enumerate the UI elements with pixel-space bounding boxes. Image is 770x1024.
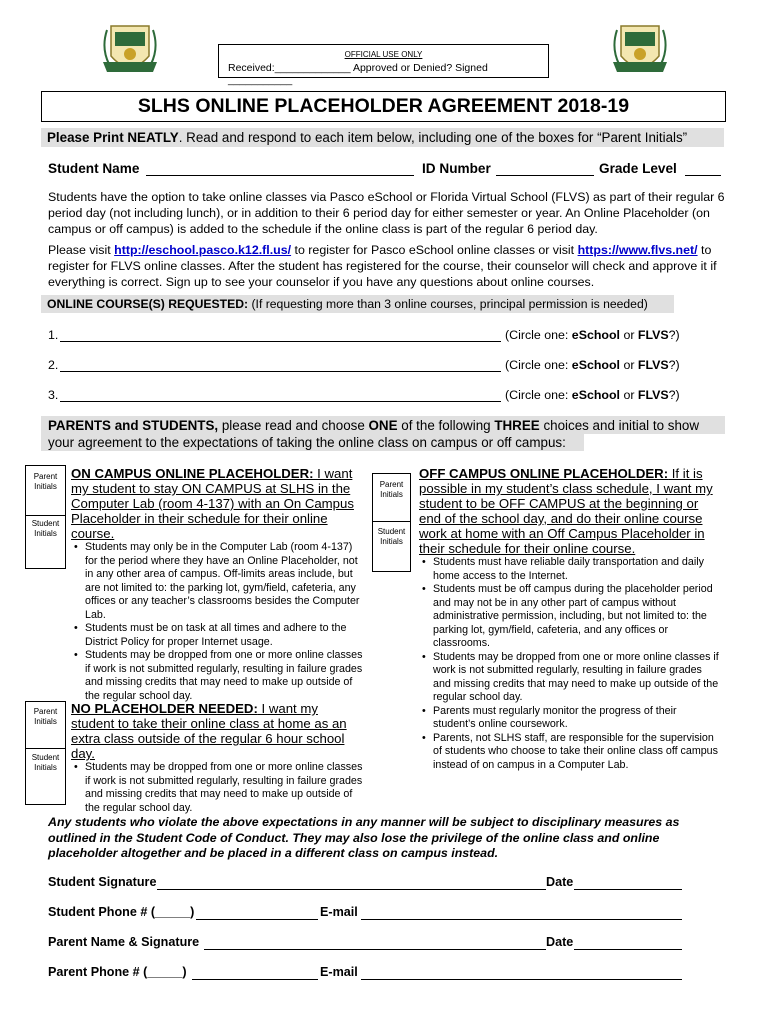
official-use-label: OFFICIAL USE ONLY	[344, 50, 423, 59]
parent-date-field[interactable]	[574, 949, 682, 950]
list-item: • Students may be dropped from one or more online classes if work is not submitted regularly, resulting in failure grades and missing credits that may need to make up outside of the regular school day.	[419, 651, 719, 705]
list-item: • Students must be off campus during the placeholder period and may not be in any other part of campus without administrative permission, including, but not limited to: the parking lot, gym/field, cafeteria, and any offices or classrooms.	[419, 583, 719, 651]
on-campus-bullets	[71, 541, 366, 703]
circle-or: or	[620, 358, 638, 372]
off-campus-initials-box[interactable]	[372, 473, 411, 572]
student-initials-label: Student Initials	[31, 753, 60, 772]
grade-level-label: Grade Level	[599, 161, 677, 176]
id-number-label: ID Number	[422, 161, 491, 176]
visit-prefix: Please visit	[48, 243, 115, 257]
circle-or: or	[620, 388, 638, 402]
option-eschool[interactable]: eSchool	[571, 358, 620, 372]
student-email-label: E-mail	[320, 905, 358, 919]
choice-intro	[48, 417, 724, 451]
circle-prefix: (Circle one:	[505, 388, 572, 402]
parent-phone-label: Parent Phone # (_____)	[48, 965, 187, 979]
student-phone-label: Student Phone # (_____)	[48, 905, 195, 919]
instructions-band	[41, 128, 724, 147]
list-item: • Students may be dropped from one or more online classes if work is not submitted regularly, resulting in failure grades and missing credits that may need to make up outside of the regular school day.	[71, 761, 363, 815]
course-3-circle	[505, 387, 680, 403]
option-flvs[interactable]: FLVS	[637, 328, 669, 342]
circle-or: or	[620, 328, 638, 342]
circle-suffix: ?)	[668, 328, 680, 342]
page-title: SLHS ONLINE PLACEHOLDER AGREEMENT 2018-19	[137, 95, 630, 117]
course-1-number: 1.	[48, 328, 59, 342]
student-initials-label: Student Initials	[377, 527, 406, 546]
visit-suffix: to register for FLVS online classes. After the student has registered for the course, their counselor will check and approve it if everything is correct. Sign up to see your counselor if you have any questions about online courses.	[48, 243, 717, 289]
eschool-link[interactable]: http://eschool.pasco.k12.fl.us/	[114, 243, 292, 257]
course-3-number: 3.	[48, 388, 59, 402]
off-campus-title: OFF CAMPUS ONLINE PLACEHOLDER:	[419, 466, 669, 481]
no-placeholder-bullets	[71, 761, 363, 815]
student-signature-label: Student Signature	[48, 875, 157, 889]
visit-paragraph	[48, 242, 724, 290]
list-item: • Students may only be in the Computer Lab (room 4-137) for the period where they have an Online Placeholder, not in any other area of campus. Off-limits areas include, but are not limited to: the parking lot, gym/field, cafeteria, any offices or any teacher’s classrooms besides the Computer Lab.	[71, 541, 366, 622]
courses-heading-text: (If requesting more than 3 online courses, principal permission is needed)	[248, 297, 648, 311]
off-campus-desc: If it is possible in my student’s class schedule, I want my student to be OFF CAMPUS at the beginning or end of the school day, and do their online course work at home with an Off Campus Placeholder in their schedule for their online course.	[419, 466, 713, 556]
option-eschool[interactable]: eSchool	[571, 328, 620, 342]
no-placeholder-initials-box[interactable]	[25, 701, 66, 805]
student-email-field[interactable]	[361, 919, 682, 920]
grade-level-field[interactable]	[685, 175, 721, 176]
on-campus-option	[71, 466, 366, 703]
list-item: • Students may be dropped from one or more online classes if work is not submitted regularly, resulting in failure grades and missing credits that may need to make up outside of the regular school day.	[71, 649, 366, 703]
student-signature-field[interactable]	[157, 889, 546, 890]
off-campus-heading	[419, 466, 719, 556]
on-campus-title: ON CAMPUS ONLINE PLACEHOLDER:	[71, 466, 314, 481]
page-title-box	[41, 91, 726, 122]
course-2-field[interactable]	[60, 371, 501, 372]
parent-date-label: Date	[546, 935, 574, 949]
on-campus-desc: I want my student to stay ON CAMPUS at SLHS in the Computer Lab (room 4-137) with an On Campus Placeholder in their schedule for their online course.	[71, 466, 354, 541]
option-eschool[interactable]: eSchool	[571, 388, 620, 402]
instructions-bold: Please Print NEATLY	[47, 130, 179, 145]
received-line[interactable]: Received:_____________ Approved or Denied? Signed ___________	[228, 62, 488, 86]
intro-paragraph: Students have the option to take online classes via Pasco eSchool or Florida Virtual School (FLVS) as part of their regular 6 period day (not including lunch), or in addition to their 6 period day for either semester or year. An Online Placeholder (on campus or off campus) is added to the schedule if the online class is part of the regular 6 period day.	[48, 190, 725, 236]
parent-name-field[interactable]	[204, 949, 546, 950]
parent-name-label: Parent Name & Signature	[48, 935, 200, 949]
id-number-field[interactable]	[496, 175, 594, 176]
option-flvs[interactable]: FLVS	[637, 388, 669, 402]
on-campus-heading	[71, 466, 366, 541]
student-date-field[interactable]	[574, 889, 682, 890]
instructions-text: . Read and respond to each item below, including one of the boxes for “Parent Initials”	[178, 130, 688, 145]
parent-email-field[interactable]	[361, 979, 682, 980]
circle-prefix: (Circle one:	[505, 358, 572, 372]
school-crest-icon	[101, 22, 159, 82]
choice-b3: THREE	[494, 418, 540, 433]
list-item: • Parents, not SLHS staff, are responsible for the supervision of students who choose to take their online class off campus instead of on campus in a Computer Lab.	[419, 732, 719, 773]
parent-initials-label: Parent Initials	[379, 480, 404, 499]
course-2-number: 2.	[48, 358, 59, 372]
course-1-field[interactable]	[60, 341, 501, 342]
parent-initials-label: Parent Initials	[33, 472, 58, 491]
student-date-label: Date	[546, 875, 574, 889]
initials-divider	[373, 521, 410, 522]
off-campus-bullets	[419, 556, 719, 772]
course-3-field[interactable]	[60, 401, 501, 402]
off-campus-option	[419, 466, 719, 772]
initials-divider	[26, 515, 65, 516]
visit-middle: to register for Pasco eSchool online classes or visit	[291, 243, 578, 257]
parent-phone-field[interactable]	[192, 979, 318, 980]
flvs-link[interactable]: https://www.flvs.net/	[577, 243, 698, 257]
courses-heading-bold: ONLINE COURSE(S) REQUESTED:	[47, 297, 249, 311]
choice-t2: of the following	[397, 418, 495, 433]
circle-suffix: ?)	[668, 358, 680, 372]
no-placeholder-title: NO PLACEHOLDER NEEDED:	[71, 701, 258, 716]
parent-initials-label: Parent Initials	[33, 707, 58, 726]
choice-t1: please read and choose	[218, 418, 369, 433]
course-2-circle	[505, 357, 680, 373]
course-1-circle	[505, 327, 680, 343]
choice-b1: PARENTS and STUDENTS,	[48, 418, 219, 433]
list-item: • Students must have reliable daily transportation and daily home access to the Internet.	[419, 556, 719, 583]
initials-divider	[26, 748, 65, 749]
official-use-box	[218, 44, 549, 86]
circle-suffix: ?)	[668, 388, 680, 402]
no-placeholder-heading	[71, 701, 363, 761]
warning-paragraph: Any students who violate the above expectations in any manner will be subject to disciplinary measures as outlined in the Student Code of Conduct. They may also lose the privilege of the online class and online placeholder altogether and be placed in a different class on campus instead.	[48, 815, 680, 860]
courses-heading-band	[41, 295, 674, 313]
list-item: • Students must be on task at all times and adhere to the District Policy for proper Internet usage.	[71, 622, 366, 649]
parent-email-label: E-mail	[320, 965, 358, 979]
list-item: • Parents must regularly monitor the progress of their student’s online coursework.	[419, 705, 719, 732]
no-placeholder-desc: I want my student to take their online class at home as an extra class outside of the regular 6 hour school day.	[71, 701, 347, 761]
student-name-label: Student Name	[48, 161, 140, 176]
student-initials-label: Student Initials	[31, 519, 60, 538]
choice-b2: ONE	[368, 418, 398, 433]
student-phone-field[interactable]	[196, 919, 318, 920]
on-campus-initials-box[interactable]	[25, 465, 66, 569]
student-name-field[interactable]	[146, 175, 414, 176]
choice-t3: choices and initial to show your agreement to the expectations of taking the online class on campus or off campus:	[48, 418, 700, 450]
no-placeholder-option	[71, 701, 363, 815]
option-flvs[interactable]: FLVS	[637, 358, 669, 372]
circle-prefix: (Circle one:	[505, 328, 572, 342]
school-crest-icon	[611, 22, 669, 82]
